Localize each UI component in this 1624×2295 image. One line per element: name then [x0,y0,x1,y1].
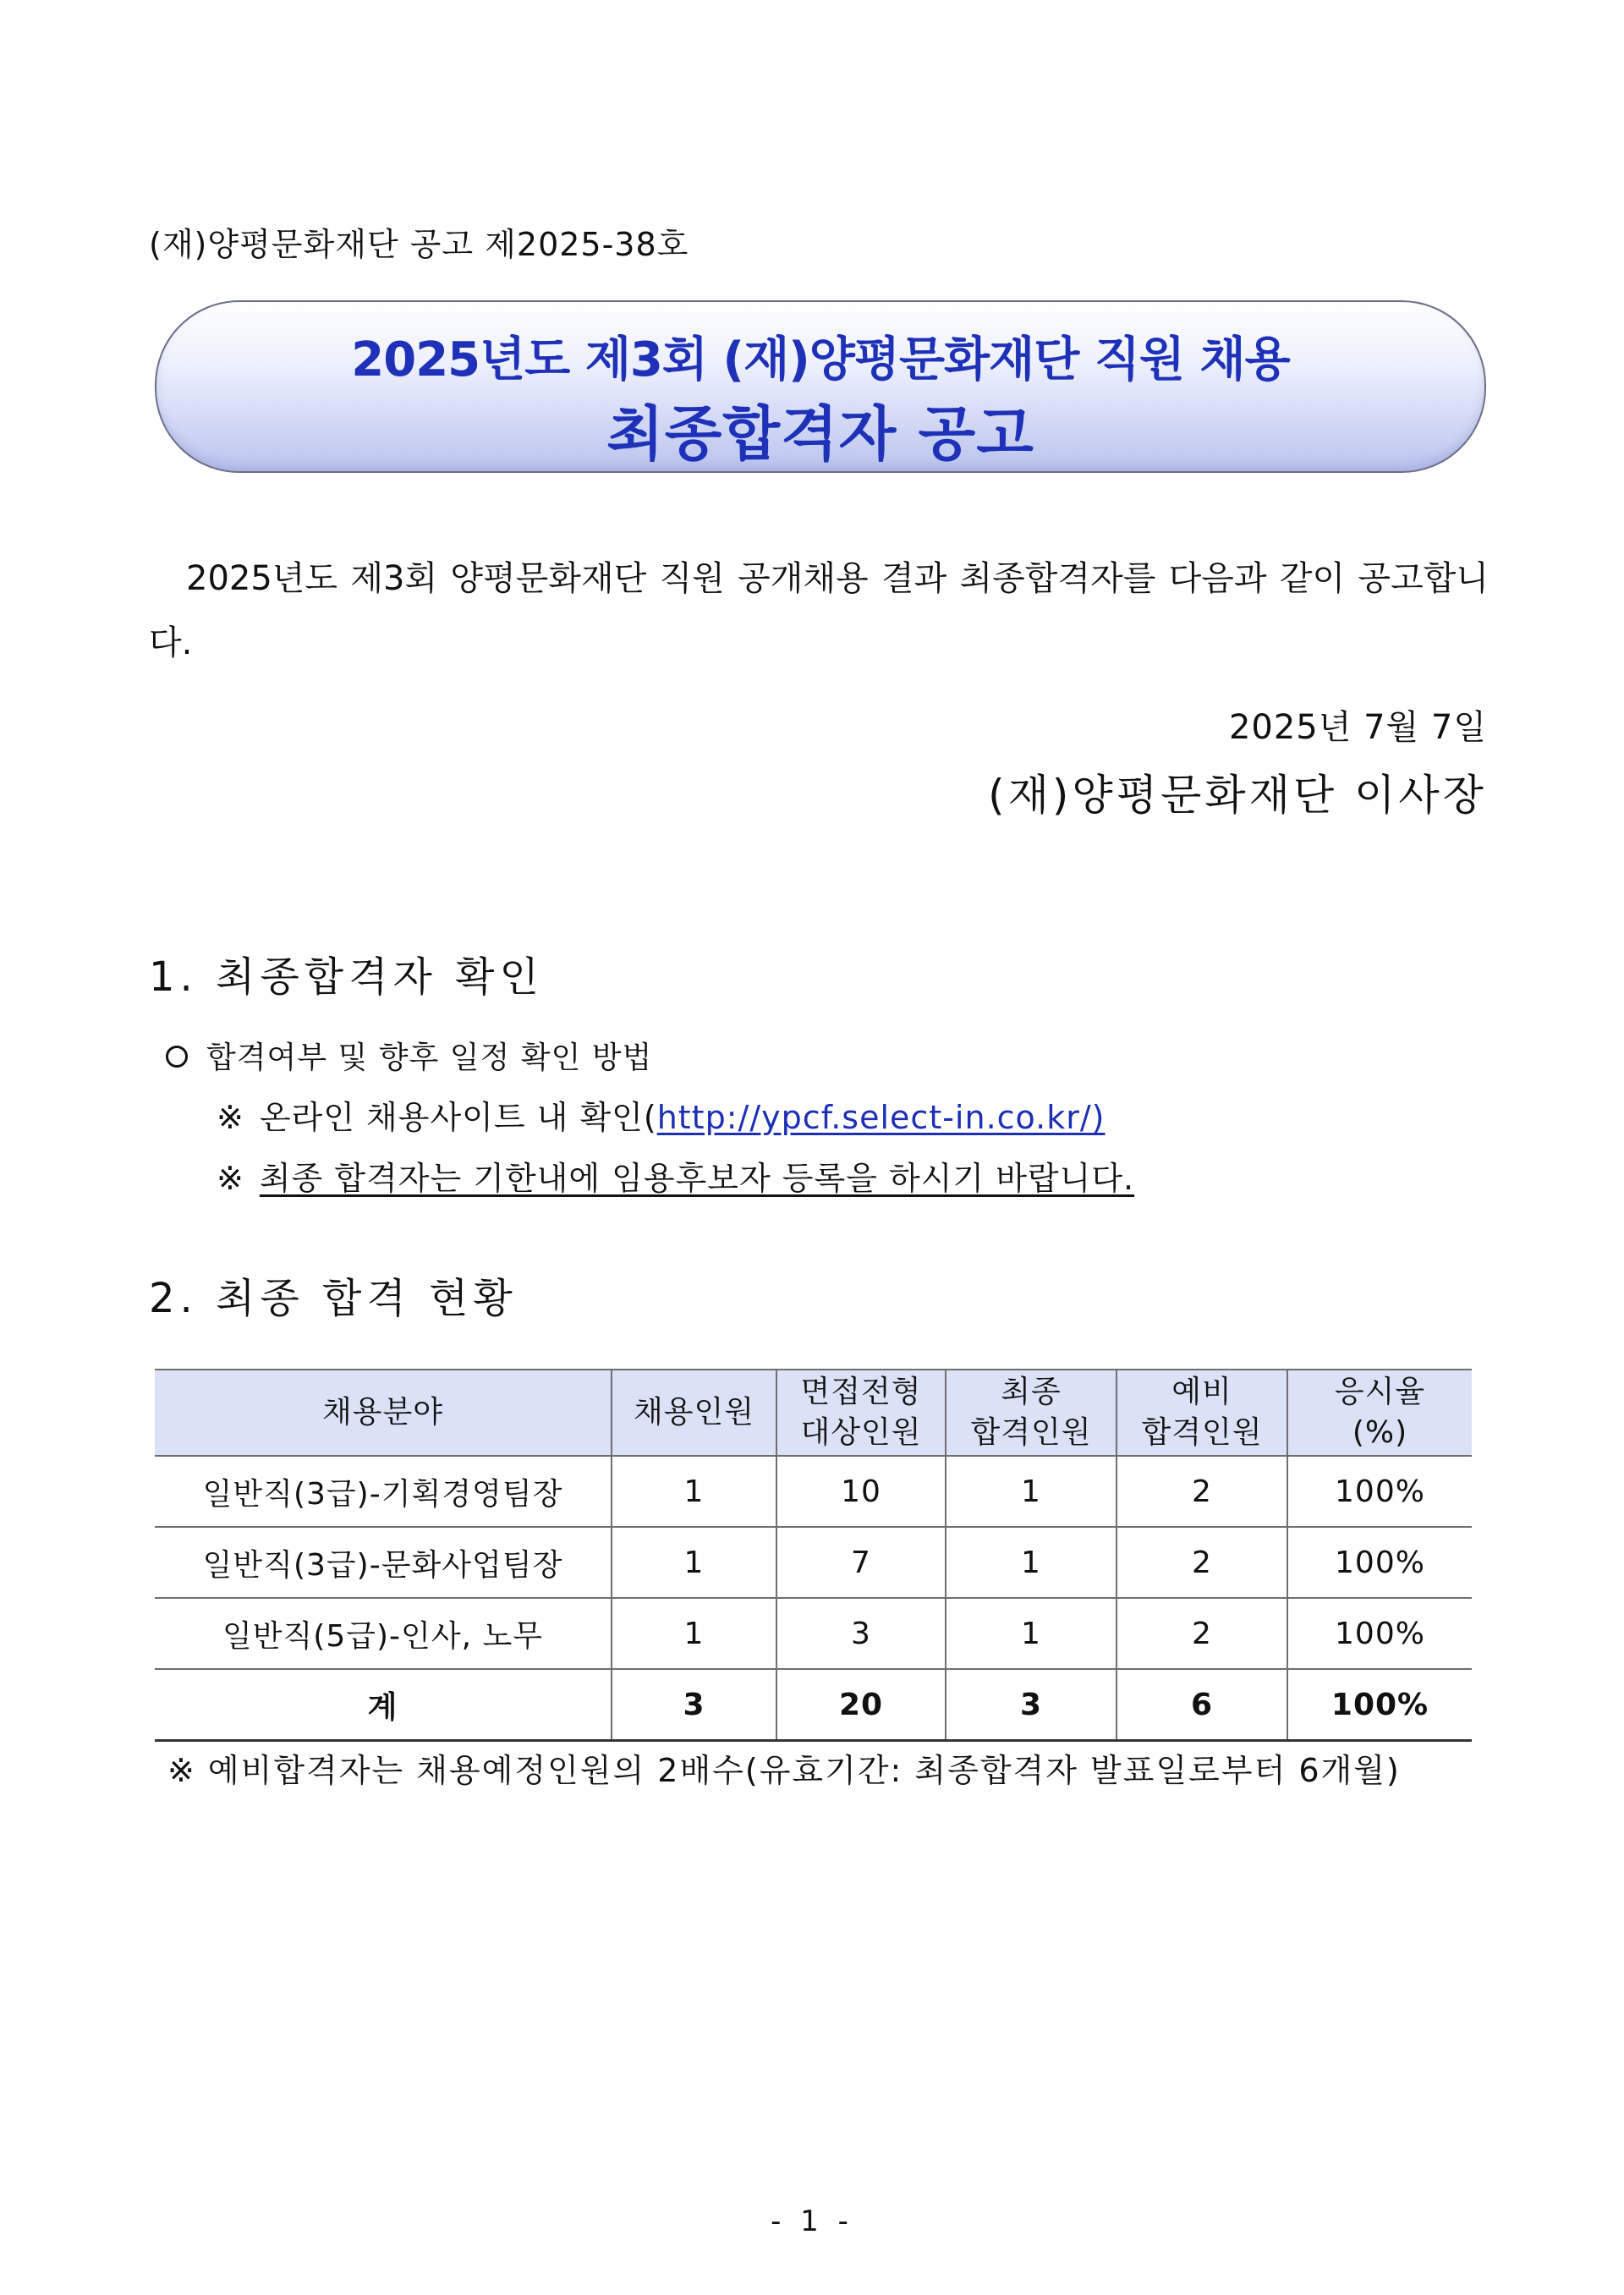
reference-mark-icon: ※ [217,1160,244,1197]
recruit-site-link[interactable]: http://ypcf.select-in.co.kr/ [656,1099,1092,1136]
bullet-item [166,1034,652,1077]
cell-interview: 3 [776,1598,946,1669]
header-rate: 응시율 (%) [1287,1370,1472,1456]
total-final: 3 [946,1669,1116,1741]
cell-rate: 100% [1287,1527,1472,1598]
cell-hiring: 1 [612,1598,776,1669]
cell-final: 1 [946,1598,1116,1669]
cell-final: 1 [946,1527,1116,1598]
table-total-row [155,1669,1472,1741]
cell-field: 일반직(3급)-기획경영팀장 [155,1456,612,1527]
total-field: 계 [155,1669,612,1741]
signer: (재)양평문화재단 이사장 [988,771,1487,820]
cell-field: 일반직(3급)-문화사업팀장 [155,1527,612,1598]
cell-hiring: 1 [612,1527,776,1598]
table-row [155,1456,1472,1527]
table-header-row [155,1370,1472,1456]
header-field: 채용분야 [155,1370,612,1456]
intro-paragraph: 2025년도 제3회 양평문화재단 직원 공개채용 결과 최종합격자를 다음과 같이 공고합니다. [149,559,1489,662]
bullet-text: 합격여부 및 향후 일정 확인 방법 [206,1040,653,1075]
cell-field: 일반직(5급)-인사, 노무 [155,1598,612,1669]
announcement-date: 2025년 7월 7일 [1228,708,1487,747]
total-reserve: 6 [1116,1669,1287,1741]
hiring-status-table [155,1369,1472,1742]
table-footnote: ※ 예비합격자는 채용예정인원의 2배수(유효기간: 최종합격자 발표일로부터 6개월) [167,1752,1401,1789]
cell-interview: 7 [776,1527,946,1598]
cell-interview: 10 [776,1456,946,1527]
reference-mark-icon: ※ [217,1099,244,1136]
total-rate: 100% [1287,1669,1472,1741]
cell-reserve: 2 [1116,1527,1287,1598]
cell-reserve: 2 [1116,1598,1287,1669]
note-2-text: 최종 합격자는 기한내에 임용후보자 등록을 하시기 바랍니다. [259,1160,1135,1197]
section-2-heading: 2. 최종 합격 현황 [149,1275,518,1322]
note-online-check [217,1091,1105,1138]
title-line-1: 2025년도 제3회 (재)양평문화재단 직원 채용 [351,332,1290,387]
cell-hiring: 1 [612,1456,776,1527]
header-reserve: 예비 합격인원 [1116,1370,1287,1456]
total-interview: 20 [776,1669,946,1741]
title-banner [155,300,1486,473]
note-1-suffix: ) [1091,1099,1106,1136]
note-registration [217,1152,1134,1199]
header-final: 최종 합격인원 [946,1370,1116,1456]
cell-rate: 100% [1287,1598,1472,1669]
table-row [155,1598,1472,1669]
title-line-2: 최종합격자 공고 [606,399,1034,469]
notice-number: (재)양평문화재단 공고 제2025-38호 [149,226,689,263]
cell-final: 1 [946,1456,1116,1527]
table-row [155,1527,1472,1598]
note-1-prefix: 온라인 채용사이트 내 확인( [259,1099,657,1136]
page-number: - 1 - [771,2204,853,2238]
header-hiring: 채용인원 [612,1370,776,1456]
total-hiring: 3 [612,1669,776,1741]
cell-reserve: 2 [1116,1456,1287,1527]
header-interview: 면접전형 대상인원 [776,1370,946,1456]
section-1-heading: 1. 최종합격자 확인 [149,953,544,1001]
cell-rate: 100% [1287,1456,1472,1527]
circle-bullet-icon [166,1046,188,1068]
